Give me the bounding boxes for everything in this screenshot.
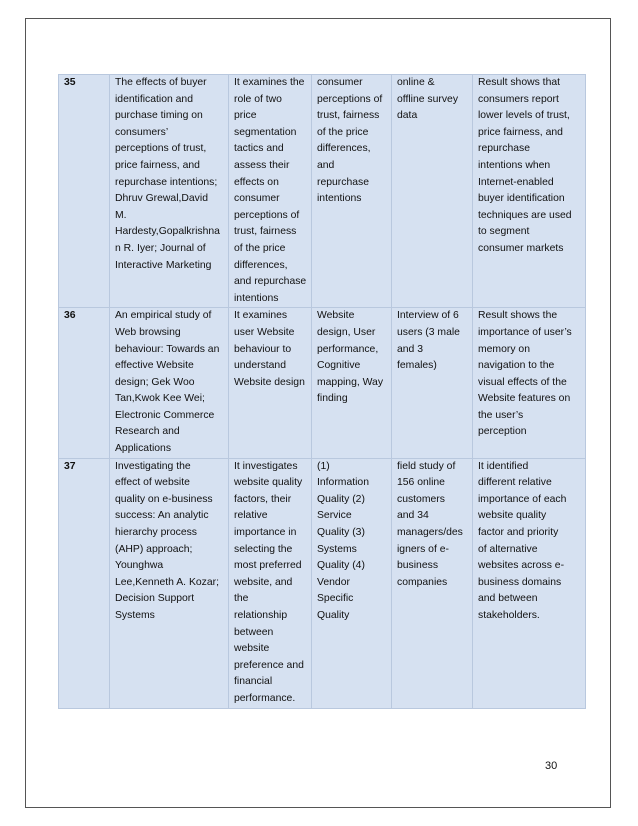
- variables-cell: (1) Information Quality (2) Service Quality (3) Systems Quality (4) Vendor Specific Quality: [312, 458, 392, 708]
- variables-cell: Website design, User performance, Cognitive mapping, Way finding: [312, 308, 392, 458]
- result-cell: It identified different relative importance of each website quality factor and priority of alternative websites across e- business domains and between stakeholders.: [473, 458, 586, 708]
- study-title-cell: An empirical study of Web browsing behaviour: Towards an effective Website design; Gek Woo Tan,Kwok Kee Wei; Electronic Commerce Research and Applications: [110, 308, 229, 458]
- objective-cell: It examines user Website behaviour to understand Website design: [229, 308, 312, 458]
- table-row: [59, 75, 586, 308]
- page-number: 30: [545, 760, 558, 772]
- variables-cell: consumer perceptions of trust, fairness of the price differences, and repurchase intentions: [312, 75, 392, 308]
- study-title-cell: Investigating the effect of website quality on e-business success: An analytic hierarchy process (AHP) approach; Younghwa Lee,Kenneth A. Kozar; Decision Support Systems: [110, 458, 229, 708]
- row-number: 35: [59, 75, 110, 308]
- row-number: 36: [59, 308, 110, 458]
- study-title-cell: The effects of buyer identification and purchase timing on consumers’ perceptions of trust, price fairness, and repurchase intentions; Dhruv Grewal,David M. Hardesty,Gopalkrishna n R. Iyer; Journal of Interactive Marketing: [110, 75, 229, 308]
- table-row: [59, 308, 586, 458]
- method-cell: Interview of 6 users (3 male and 3 females): [392, 308, 473, 458]
- literature-review-table: [58, 74, 586, 709]
- objective-cell: It investigates website quality factors, their relative importance in selecting the most preferred website, and the relationship between website preference and financial performance.: [229, 458, 312, 708]
- result-cell: Result shows the importance of user’s memory on navigation to the visual effects of the Website features on the user’s perception: [473, 308, 586, 458]
- method-cell: field study of 156 online customers and 34 managers/des igners of e- business companies: [392, 458, 473, 708]
- row-number: 37: [59, 458, 110, 708]
- objective-cell: It examines the role of two price segmentation tactics and assess their effects on consumer perceptions of trust, fairness of the price differences, and repurchase intentions: [229, 75, 312, 308]
- table-row: [59, 458, 586, 708]
- method-cell: online & offline survey data: [392, 75, 473, 308]
- result-cell: Result shows that consumers report lower levels of trust, price fairness, and repurchase intentions when Internet-enabled buyer identification techniques are used to segment consumer markets: [473, 75, 586, 308]
